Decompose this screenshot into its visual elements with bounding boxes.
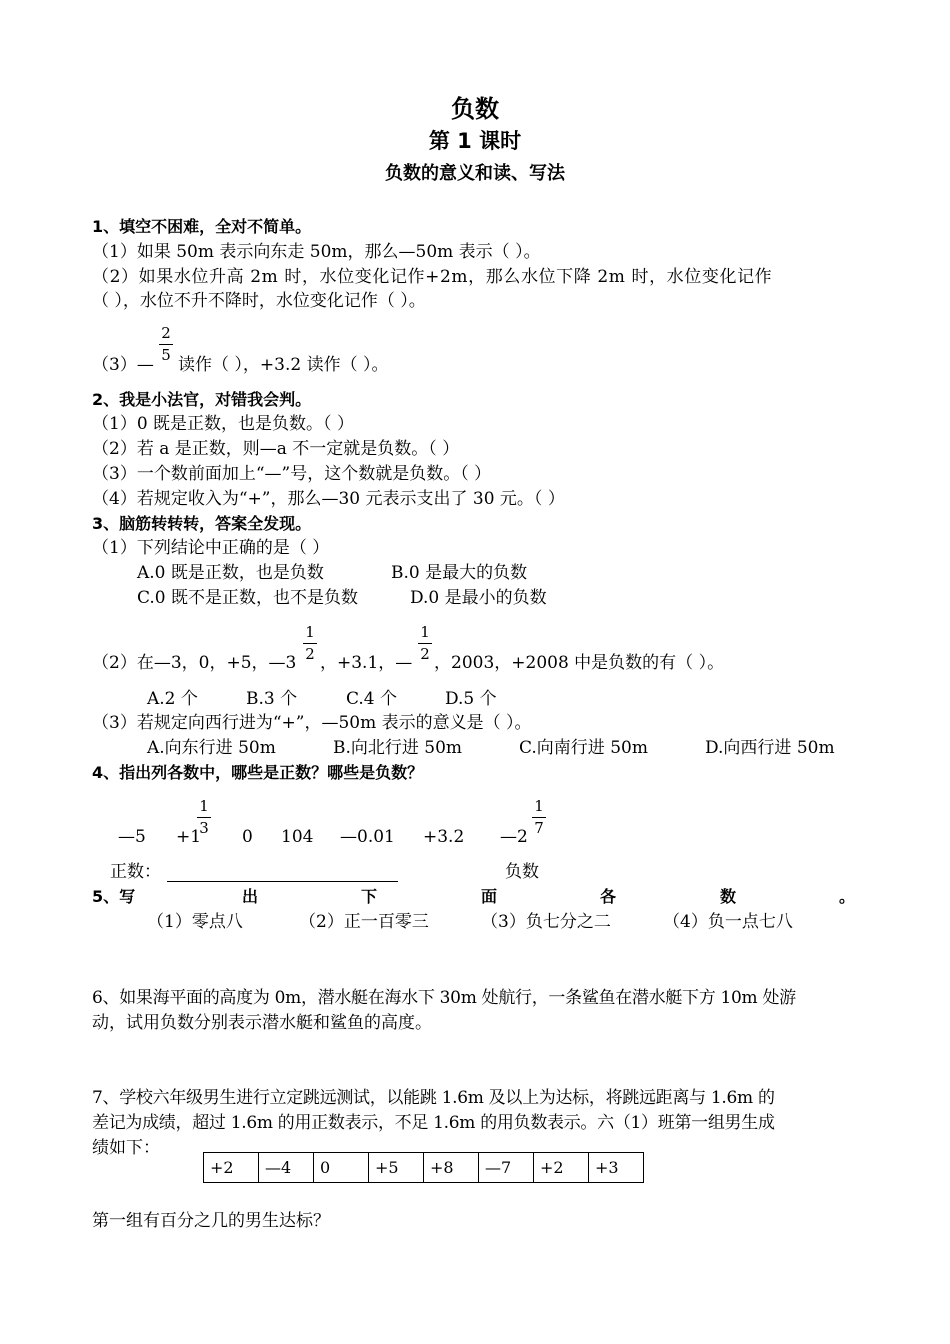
q3-sub2-option-c: C.4 个: [346, 689, 398, 709]
q3-sub2-part1: （2）在—3，0，+5，—3: [92, 653, 297, 673]
lesson-title: 第 1 课时: [428, 129, 522, 153]
score-cell: +5: [369, 1153, 424, 1183]
q3-heading: 3、脑筋转转转，答案全发现。: [92, 514, 312, 533]
q3-sub1-option-a: A.0 既是正数，也是负数: [137, 563, 324, 583]
score-cell: +2: [204, 1153, 259, 1183]
q3-sub3-option-b: B.向北行进 50m: [333, 738, 463, 758]
fraction-bar: [159, 344, 173, 345]
q5-heading-part-2: 出: [242, 887, 259, 906]
q5-item-1: （1）零点八: [147, 912, 243, 932]
q3-sub3-option-c: C.向南行进 50m: [519, 738, 648, 758]
q3-sub2-option-b: B.3 个: [246, 689, 298, 709]
q4-number-2-fraction: [197, 798, 211, 836]
score-cell: +3: [589, 1153, 644, 1183]
score-cell: —7: [479, 1153, 534, 1183]
q5-item-2: （2）正一百零三: [299, 912, 429, 932]
q1-sub2-line1: （2）如果水位升高 2m 时，水位变化记作+2m，那么水位下降 2m 时，水位变化记作: [92, 267, 773, 287]
fraction-bar: [532, 817, 546, 818]
q3-sub2-option-a: A.2 个: [147, 689, 198, 709]
q3-sub3-option-a: A.向东行进 50m: [147, 738, 276, 758]
q5-heading-part-5: 各: [600, 887, 617, 906]
q4-positive-label: 正数：: [110, 862, 161, 882]
q4-heading: 4、指出列各数中，哪些是正数？哪些是负数？: [92, 763, 424, 782]
q7-score-table: [203, 1152, 644, 1183]
q4-number-2-whole: +1: [176, 827, 202, 847]
fraction-denominator: 5: [161, 346, 171, 364]
q3-sub3: （3）若规定向西行进为“+”，—50m 表示的意义是（ ）。: [92, 713, 532, 733]
q5-item-3: （3）负七分之二: [481, 912, 611, 932]
q7-line-2: 差记为成绩，超过 1.6m 的用正数表示，不足 1.6m 的用负数表示。六（1）班第一组男生成: [92, 1113, 775, 1133]
fraction-denominator: 3: [199, 819, 209, 837]
q4-number-5: —0.01: [340, 827, 395, 847]
q5-heading-part-1: 5、写: [92, 887, 136, 906]
q6-line-2: 动，试用负数分别表示潜水艇和鲨鱼的高度。: [92, 1013, 432, 1033]
fraction-bar: [418, 643, 432, 644]
q3-sub2-fraction-2: [418, 624, 432, 662]
q4-positive-answer-line[interactable]: [167, 881, 398, 882]
page-title: 负数: [451, 95, 499, 123]
q3-sub2-option-d: D.5 个: [445, 689, 497, 709]
q5-heading-part-3: 下: [361, 887, 378, 906]
q4-number-1: —5: [118, 827, 146, 847]
q1-sub2-line2: （ ），水位不升不降时，水位变化记作（ ）。: [92, 291, 426, 311]
score-cell: +8: [424, 1153, 479, 1183]
q3-sub2-part3: ，2003，+2008 中是负数的有（ ）。: [434, 653, 725, 673]
fraction-numerator: 1: [534, 797, 544, 815]
q4-number-7-fraction: [532, 798, 546, 836]
q5-item-4: （4）负一点七八: [663, 912, 793, 932]
q3-sub2-fraction-1: [303, 624, 317, 662]
fraction-bar: [303, 643, 317, 644]
table-row: [204, 1153, 644, 1183]
q3-sub1-option-d: D.0 是最小的负数: [410, 588, 547, 608]
score-cell: —4: [259, 1153, 314, 1183]
q2-item-2: （2）若 a 是正数，则—a 不一定就是负数。（ ）: [92, 439, 460, 459]
q1-sub3-fraction: [159, 325, 173, 363]
fraction-numerator: 1: [420, 623, 430, 641]
q4-number-4: 104: [281, 827, 314, 847]
page-subtitle: 负数的意义和读、写法: [385, 163, 565, 184]
fraction-numerator: 1: [305, 623, 315, 641]
score-cell: 0: [314, 1153, 369, 1183]
fraction-numerator: 1: [199, 797, 209, 815]
q1-sub1: （1）如果 50m 表示向东走 50m，那么—50m 表示（ ）。: [92, 242, 541, 262]
q5-heading-part-6: 数: [720, 887, 737, 906]
q3-sub1-option-b: B.0 是最大的负数: [391, 563, 528, 583]
q1-heading: 1、填空不困难，全对不简单。: [92, 217, 312, 236]
q1-sub3-rest: 读作（ ），+3.2 读作（ ）。: [178, 355, 389, 375]
q5-heading-part-4: 面: [481, 887, 498, 906]
q3-sub1: （1）下列结论中正确的是（ ）: [92, 538, 330, 558]
q4-number-3: 0: [242, 827, 253, 847]
q2-item-3: （3）一个数前面加上“—”号，这个数就是负数。（ ）: [92, 464, 492, 484]
fraction-denominator: 7: [534, 819, 544, 837]
q4-negative-label: 负数: [505, 862, 539, 882]
q3-sub1-option-c: C.0 既不是正数，也不是负数: [137, 588, 359, 608]
q2-heading: 2、我是小法官，对错我会判。: [92, 390, 312, 409]
fraction-numerator: 2: [161, 324, 171, 342]
q1-sub3-prefix: （3）—: [92, 355, 154, 375]
q3-sub3-option-d: D.向西行进 50m: [705, 738, 835, 758]
q7-question: 第一组有百分之几的男生达标？: [92, 1211, 330, 1231]
q3-sub2-part2: ，+3.1，—: [320, 653, 413, 673]
score-cell: +2: [534, 1153, 589, 1183]
fraction-denominator: 2: [420, 645, 430, 663]
q5-heading-part-7: 。: [839, 887, 856, 906]
fraction-denominator: 2: [305, 645, 315, 663]
q4-number-7-whole: —2: [500, 827, 528, 847]
fraction-bar: [197, 817, 211, 818]
q2-item-1: （1）0 既是正数，也是负数。（ ）: [92, 414, 354, 434]
q6-line-1: 6、如果海平面的高度为 0m，潜水艇在海水下 30m 处航行，一条鲨鱼在潜水艇下方 10m 处游: [92, 988, 796, 1008]
q4-number-6: +3.2: [423, 827, 465, 847]
q7-line-3: 绩如下：: [92, 1138, 160, 1158]
q2-item-4: （4）若规定收入为“+”，那么—30 元表示支出了 30 元。（ ）: [92, 489, 565, 509]
q7-line-1: 7、学校六年级男生进行立定跳远测试，以能跳 1.6m 及以上为达标，将跳远距离与 1.6m 的: [92, 1088, 775, 1108]
